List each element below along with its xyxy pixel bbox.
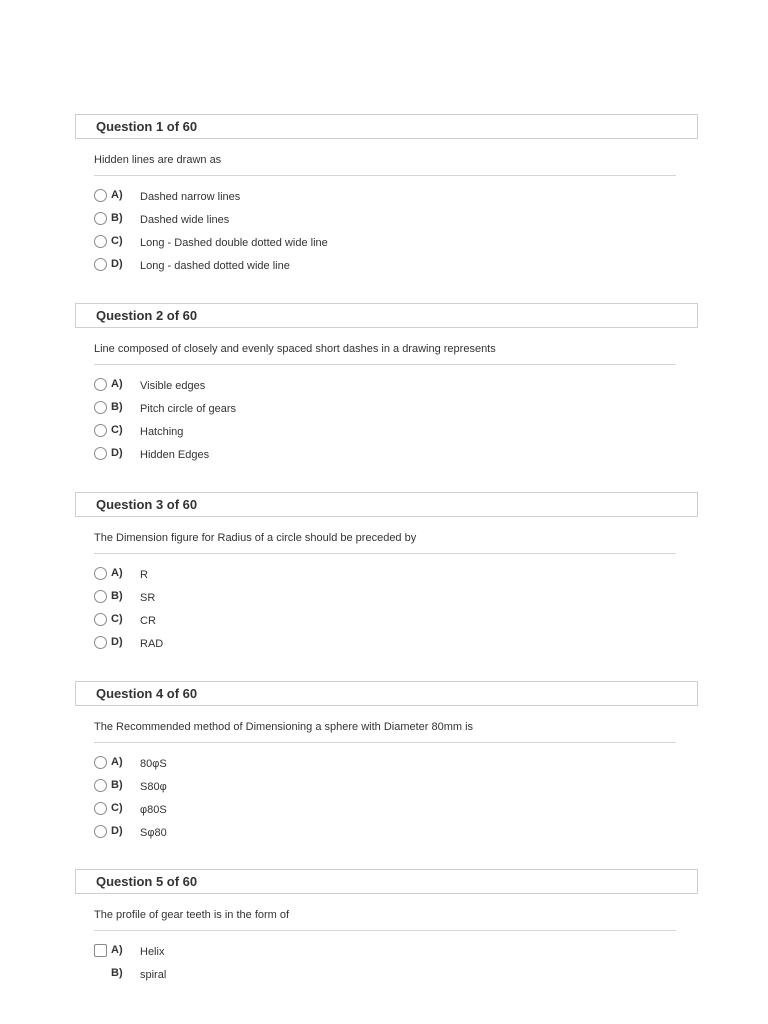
option-text: Dashed narrow lines xyxy=(140,191,241,203)
divider xyxy=(94,742,676,743)
option-text: Sφ80 xyxy=(140,827,167,839)
question-text: Hidden lines are drawn as xyxy=(94,154,222,166)
question-total: of 60 xyxy=(163,497,198,512)
option-text: Hatching xyxy=(140,426,184,438)
question-number: Question 2 xyxy=(96,308,164,323)
radio-button[interactable] xyxy=(94,802,107,815)
answer-option-d[interactable] xyxy=(94,446,698,469)
option-text: RAD xyxy=(140,638,164,650)
divider xyxy=(94,553,676,554)
option-text: φ80S xyxy=(140,804,167,816)
option-text: 80φS xyxy=(140,758,167,770)
radio-button[interactable] xyxy=(94,235,107,248)
option-letter: D) xyxy=(111,825,123,837)
radio-button[interactable] xyxy=(94,779,107,792)
option-letter: C) xyxy=(111,802,123,814)
radio-button[interactable] xyxy=(94,567,107,580)
question-total: of 60 xyxy=(163,686,198,701)
question-5 xyxy=(75,869,698,989)
radio-button[interactable] xyxy=(94,447,107,460)
option-text: Pitch circle of gears xyxy=(140,403,236,415)
answer-options xyxy=(94,943,698,989)
option-text: Long - Dashed double dotted wide line xyxy=(140,237,328,249)
option-letter: B) xyxy=(111,967,123,979)
answer-option-b[interactable] xyxy=(94,211,698,234)
answer-option-b[interactable] xyxy=(94,589,698,612)
question-1 xyxy=(75,114,698,280)
answer-option-c[interactable] xyxy=(94,801,698,824)
option-text: Dashed wide lines xyxy=(140,214,230,226)
question-header xyxy=(75,869,698,894)
radio-button[interactable] xyxy=(94,756,107,769)
option-text: R xyxy=(140,569,148,581)
radio-button[interactable] xyxy=(94,613,107,626)
question-total: of 60 xyxy=(163,308,198,323)
question-total: of 60 xyxy=(163,119,198,134)
checkbox[interactable] xyxy=(94,944,107,957)
option-text: spiral xyxy=(140,969,167,981)
radio-button[interactable] xyxy=(94,636,107,649)
question-text: The profile of gear teeth is in the form of xyxy=(94,909,290,921)
option-letter: A) xyxy=(111,756,123,768)
answer-option-a[interactable] xyxy=(94,943,698,966)
option-text: SR xyxy=(140,592,156,604)
option-letter: C) xyxy=(111,613,123,625)
radio-button[interactable] xyxy=(94,212,107,225)
question-header xyxy=(75,681,698,706)
answer-option-a[interactable] xyxy=(94,377,698,400)
answer-option-d[interactable] xyxy=(94,257,698,280)
question-2 xyxy=(75,303,698,469)
radio-button[interactable] xyxy=(94,258,107,271)
option-letter: D) xyxy=(111,447,123,459)
question-header xyxy=(75,114,698,139)
option-text: CR xyxy=(140,615,156,627)
question-3 xyxy=(75,492,698,658)
option-letter: C) xyxy=(111,235,123,247)
option-text: S80φ xyxy=(140,781,167,793)
option-text: Helix xyxy=(140,946,165,958)
option-letter: A) xyxy=(111,944,123,956)
answer-option-b[interactable] xyxy=(94,400,698,423)
answer-option-b[interactable] xyxy=(94,966,698,989)
option-letter: A) xyxy=(111,378,123,390)
answer-option-b[interactable] xyxy=(94,778,698,801)
answer-options xyxy=(94,566,698,658)
question-text: The Recommended method of Dimensioning a sphere with Diameter 80mm is xyxy=(94,721,474,733)
answer-options xyxy=(94,188,698,280)
option-text: Visible edges xyxy=(140,380,206,392)
option-letter: B) xyxy=(111,401,123,413)
answer-options xyxy=(94,377,698,469)
question-text: The Dimension figure for Radius of a circle should be preceded by xyxy=(94,532,417,544)
option-letter: B) xyxy=(111,590,123,602)
option-letter: D) xyxy=(111,636,123,648)
answer-option-d[interactable] xyxy=(94,824,698,847)
answer-option-c[interactable] xyxy=(94,612,698,635)
question-text: Line composed of closely and evenly spaced short dashes in a drawing represents xyxy=(94,343,496,355)
answer-option-c[interactable] xyxy=(94,234,698,257)
question-4 xyxy=(75,681,698,847)
answer-option-d[interactable] xyxy=(94,635,698,658)
radio-button[interactable] xyxy=(94,590,107,603)
question-header xyxy=(75,492,698,517)
radio-button[interactable] xyxy=(94,189,107,202)
option-letter: C) xyxy=(111,424,123,436)
question-header xyxy=(75,303,698,328)
option-letter: B) xyxy=(111,779,123,791)
question-number: Question 1 xyxy=(96,119,164,134)
question-number: Question 5 xyxy=(96,874,164,889)
answer-options xyxy=(94,755,698,847)
radio-button[interactable] xyxy=(94,424,107,437)
option-letter: D) xyxy=(111,258,123,270)
divider xyxy=(94,930,676,931)
question-number: Question 3 xyxy=(96,497,164,512)
question-number: Question 4 xyxy=(96,686,164,701)
divider xyxy=(94,175,676,176)
answer-option-a[interactable] xyxy=(94,755,698,778)
option-text: Hidden Edges xyxy=(140,449,210,461)
divider xyxy=(94,364,676,365)
question-total: of 60 xyxy=(163,874,198,889)
option-letter: A) xyxy=(111,189,123,201)
answer-option-a[interactable] xyxy=(94,188,698,211)
radio-button[interactable] xyxy=(94,825,107,838)
option-text: Long - dashed dotted wide line xyxy=(140,260,290,272)
radio-button[interactable] xyxy=(94,378,107,391)
answer-option-c[interactable] xyxy=(94,423,698,446)
radio-button[interactable] xyxy=(94,401,107,414)
option-letter: A) xyxy=(111,567,123,579)
answer-option-a[interactable] xyxy=(94,566,698,589)
option-letter: B) xyxy=(111,212,123,224)
